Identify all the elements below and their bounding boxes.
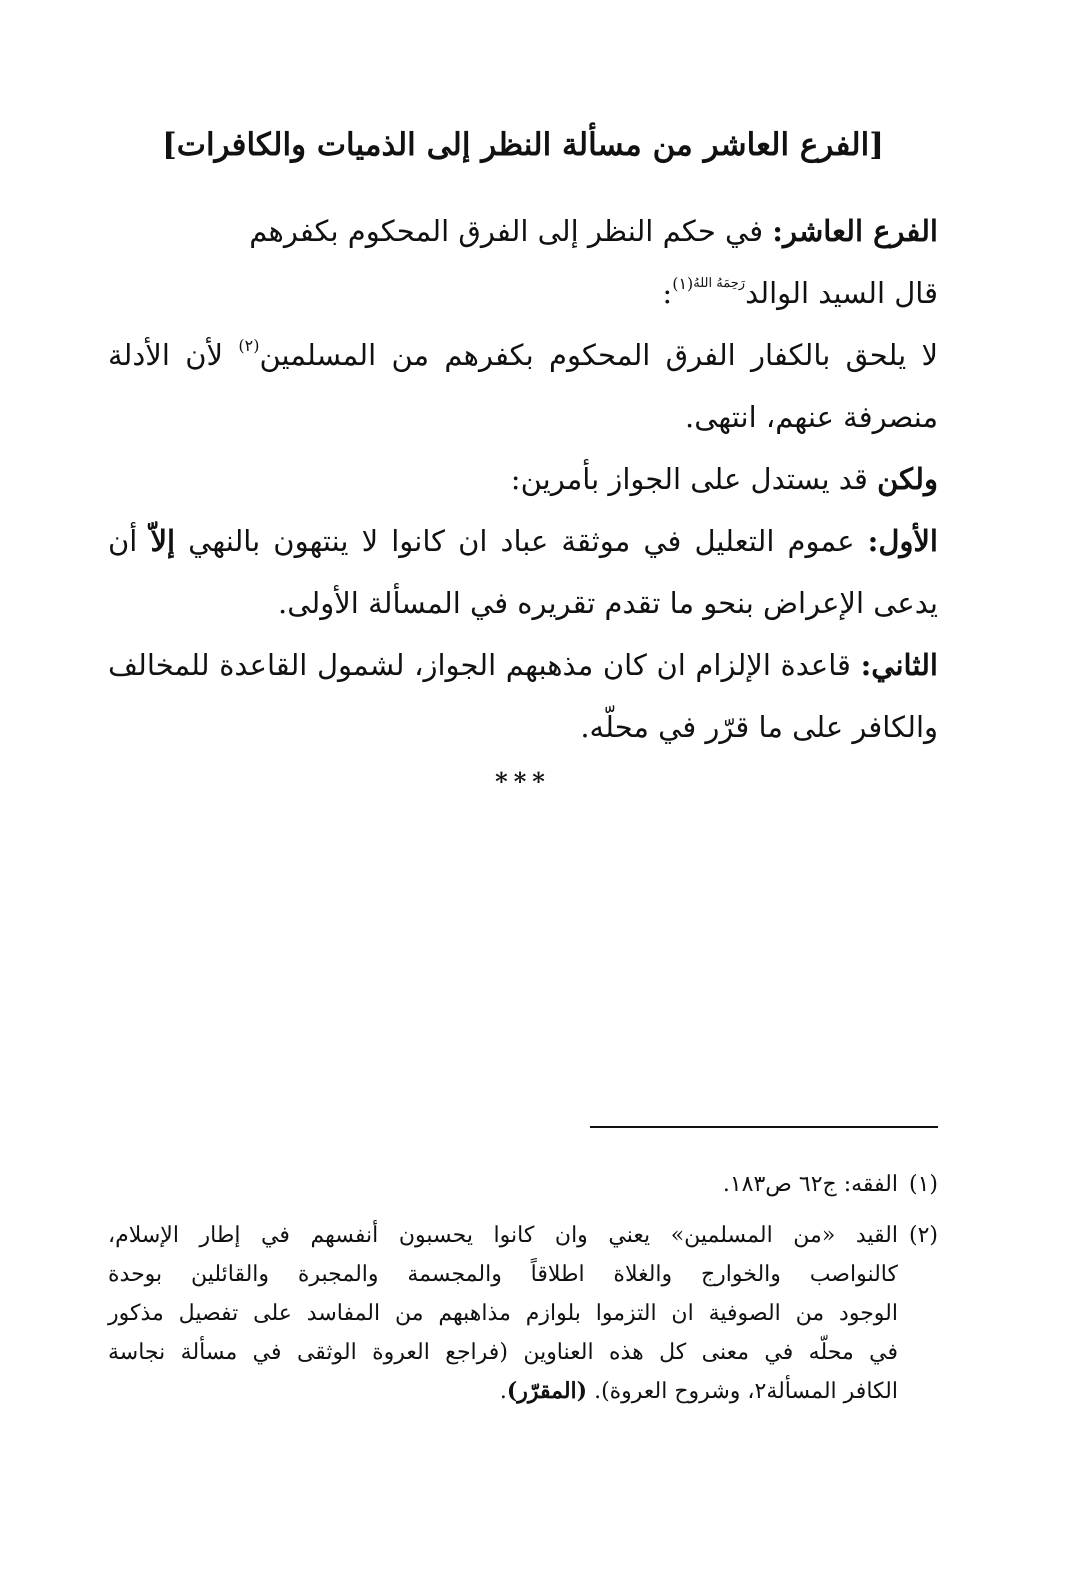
- paragraph-line: [108, 200, 938, 262]
- footnote-line: الفقه: ج٦٢ ص١٨٣.: [722, 1172, 898, 1197]
- paragraph-first-point: [108, 510, 938, 634]
- colon: :: [662, 276, 673, 310]
- footnote-editor-mark: (المقرّر): [506, 1378, 588, 1404]
- paragraph-line: [108, 634, 938, 696]
- footnote-line: [108, 1372, 898, 1411]
- paragraph-line: يدعى الإعراض بنحو ما تقدم تقريره في المسألة الأولى.: [278, 586, 938, 620]
- footnote-2: [108, 1216, 938, 1411]
- first-text-part2: أن: [108, 524, 151, 558]
- paragraph-line: [108, 448, 938, 510]
- footnote-line: الوجود من الصوفية ان التزموا بلوازم مذاهبهم من المفاسد على تفصيل مذكور: [108, 1301, 898, 1326]
- paragraph-line: [108, 510, 938, 572]
- paragraph-line: [108, 324, 938, 386]
- paragraph-line: منصرفة عنهم، انتهى.: [685, 400, 938, 434]
- honorific-mark: رَحِمَهُ اللهُ: [693, 276, 746, 291]
- footnote-number: (١): [908, 1172, 938, 1197]
- second-label: الثاني:: [860, 648, 938, 682]
- first-text-part1: عموم التعليل في موثقة عباد ان كانوا لا ينتهون بالنهي: [175, 524, 868, 558]
- first-bold-except: إلاّ: [150, 524, 176, 558]
- footnote-line: في محلّه في معنى كل هذه العناوين (فراجع العروة الوثقى في مسألة نجاسة: [108, 1340, 898, 1365]
- branch-title-text: في حكم النظر إلى الفرق المحكوم بكفرهم: [249, 214, 773, 248]
- but-label: ولكن: [877, 462, 938, 496]
- footnote-last-text: الكافر المسألة٢، وشروح العروة).: [587, 1379, 898, 1404]
- paragraph-branch-title: [108, 200, 938, 262]
- footnote-body: [108, 1216, 898, 1411]
- branch-label: الفرع العاشر:: [772, 214, 938, 248]
- footnote-divider: [590, 1126, 938, 1128]
- paragraph-quote-intro: [108, 262, 938, 324]
- footnote-ref-2[interactable]: (٢): [238, 336, 260, 355]
- paragraph-line: والكافر على ما قرّر في محلّه.: [580, 710, 938, 744]
- footnote-number: (٢): [908, 1223, 938, 1248]
- footnote-1: [108, 1165, 938, 1204]
- footnote-end-period: .: [499, 1379, 507, 1404]
- paragraph-second-point: [108, 634, 938, 758]
- ruling-text-part2: لأن الأدلة: [108, 338, 239, 372]
- second-text-line1: قاعدة الإلزام ان كان مذهبهم الجواز، لشمول القاعدة للمخالف: [108, 648, 861, 682]
- but-text: قد يستدل على الجواز بأمرين:: [510, 462, 878, 496]
- first-label: الأول:: [867, 524, 938, 558]
- footnote-body: [108, 1165, 898, 1204]
- quote-intro-text: قال السيد الوالد: [745, 276, 938, 310]
- section-heading: [الفرع العاشر من مسألة النظر إلى الذميات والكافرات]: [162, 127, 884, 163]
- footnote-line: كالنواصب والخوارج والغلاة اطلاقاً والمجسمة والمجبرة والقائلين بوحدة: [108, 1262, 898, 1287]
- ruling-text-part1: لا يلحق بالكفار الفرق المحكوم بكفرهم من المسلمين: [259, 338, 938, 372]
- footnote-ref-1[interactable]: (١): [672, 274, 694, 293]
- document-page: [108, 0, 938, 1590]
- section-separator-stars: ***: [495, 767, 551, 796]
- paragraph-line: [108, 262, 938, 324]
- paragraph-ruling: [108, 324, 938, 448]
- footnote-line: القيد «من المسلمين» يعني وان كانوا يحسبون أنفسهم في إطار الإسلام،: [108, 1223, 898, 1248]
- paragraph-but: [108, 448, 938, 510]
